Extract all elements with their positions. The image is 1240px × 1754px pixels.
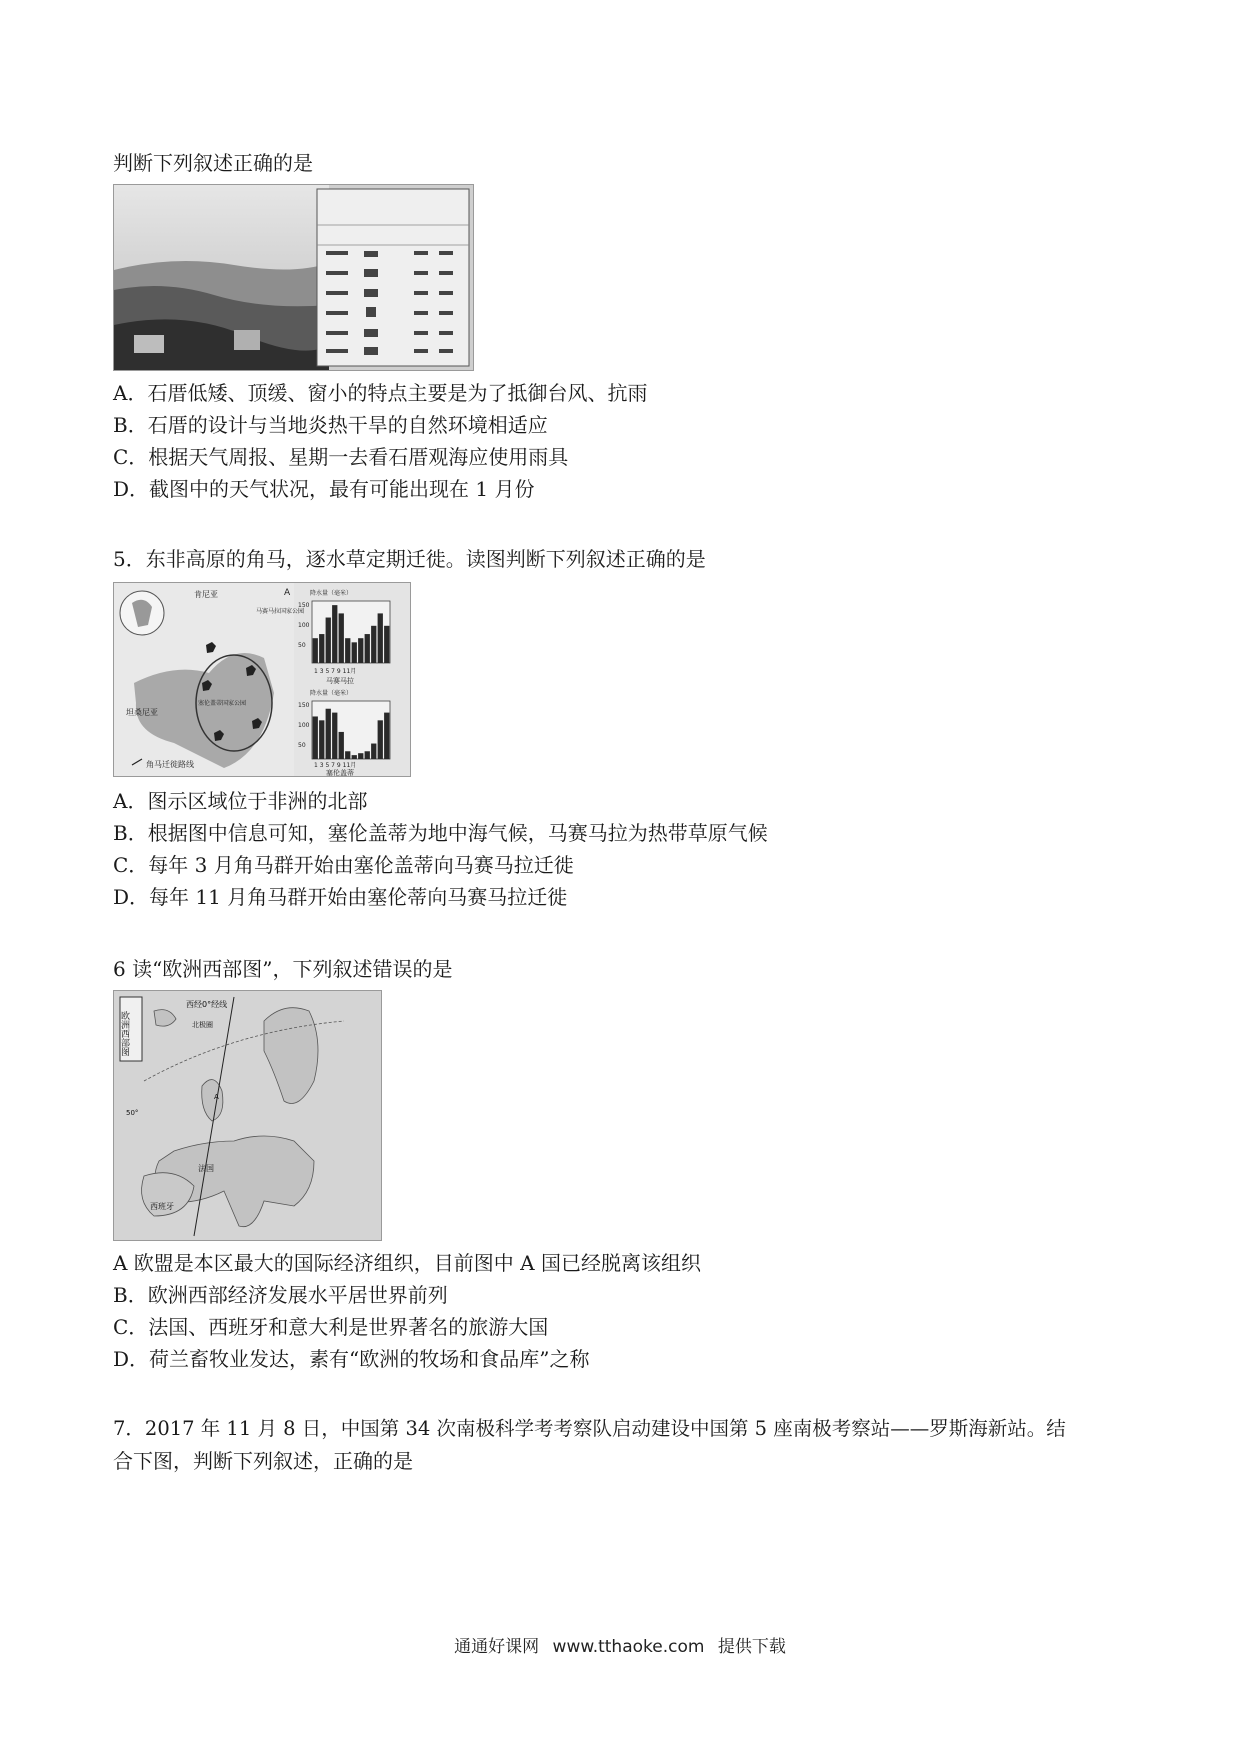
precip-bar-serengeti-11 [378,720,383,759]
q7-stem-line2: 合下图，判断下列叙述，正确的是 [113,1449,413,1473]
q6-label-meridian: 西经0°经线 [186,1000,228,1009]
q6-europe-map-figure [113,990,382,1241]
precip-bar-masai-4 [332,605,337,663]
q5-legend-label: 角马迁徙路线 [146,760,194,769]
q4-photo-weather-figure [113,184,474,371]
q6-label-france: 法国 [198,1164,214,1173]
q5-stem: 5．东非高原的角马，逐水草定期迁徙。读图判断下列叙述正确的是 [113,547,706,571]
q4-option-c: C．根据天气周报、星期一去看石厝观海应使用雨具 [113,445,569,469]
footer-suffix: 提供下载 [717,1637,786,1657]
q4-option-a: A．石厝低矮、顶缓、窗小的特点主要是为了抵御台风、抗雨 [113,381,648,405]
precip-bar-masai-2 [319,634,324,663]
q5-top-ytick-100: 100 [298,622,310,629]
precip-bar-masai-5 [339,613,344,663]
q6-option-d: D．荷兰畜牧业发达，素有“欧洲的牧场和食品库”之称 [113,1347,590,1371]
precip-bar-serengeti-9 [365,751,370,759]
q5-option-c: C．每年 3 月角马群开始由塞伦盖蒂向马赛马拉迁徙 [113,853,574,877]
q5-bottom-chart-ylabel: 降水量（毫米） [310,690,353,697]
q5-top-chart-place: 马赛马拉 [326,677,354,685]
q5-top-ytick-50: 50 [298,642,306,649]
q5-label-masai-park: 马赛马拉国家公园 [256,608,305,615]
q5-bottom-ytick-50: 50 [298,742,306,749]
q5-bottom-xticks: 1 3 5 7 9 11月 [314,762,357,769]
q5-bottom-chart-place: 塞伦盖蒂 [326,769,354,776]
q5-label-corner: A [284,588,291,598]
q5-option-d: D．每年 11 月角马群开始由塞伦蒂向马赛马拉迁徙 [113,885,568,909]
precip-bar-masai-11 [378,613,383,663]
q6-option-b: B．欧洲西部经济发展水平居世界前列 [113,1283,448,1307]
precip-bar-masai-12 [384,626,389,663]
q5-label-kenya: 肯尼亚 [194,590,218,599]
q5-top-chart-ylabel: 降水量（毫米） [310,590,353,597]
precip-bar-masai-3 [326,618,331,663]
q4-stem: 判断下列叙述正确的是 [113,151,313,175]
q5-label-tanzania: 坦桑尼亚 [126,708,158,717]
q5-wildebeest-figure [113,582,411,777]
q6-label-lat50: 50° [126,1109,139,1117]
precip-bar-serengeti-3 [326,709,331,759]
q5-figure-art [114,583,410,776]
footer-url[interactable]: www.tthaoke.com [552,1637,705,1657]
precip-bar-serengeti-5 [339,732,344,759]
precip-bar-masai-8 [358,638,363,663]
q6-option-c: C．法国、西班牙和意大利是世界著名的旅游大国 [113,1315,549,1339]
q5-option-a: A．图示区域位于非洲的北部 [113,789,368,813]
precip-bar-masai-7 [352,642,357,663]
precip-bar-serengeti-4 [332,713,337,759]
q7-stem-line1: 7．2017 年 11 月 8 日，中国第 34 次南极科学考考察队启动建设中国第 5 座南极考察站——罗斯海新站。结 [113,1417,1066,1440]
precip-bar-masai-6 [345,638,350,663]
q6-option-a: A 欧盟是本区最大的国际经济组织，目前图中 A 国已经脱离该组织 [113,1251,701,1275]
q5-option-b: B．根据图中信息可知，塞伦盖蒂为地中海气候，马赛马拉为热带草原气候 [113,821,768,845]
q6-label-a-country: A [214,1093,219,1101]
q5-bottom-ytick-100: 100 [298,722,310,729]
q5-bottom-ytick-150: 150 [298,702,310,709]
q5-top-xticks: 1 3 5 7 9 11月 [314,668,357,675]
page-footer [0,1632,1240,1657]
precip-bar-serengeti-8 [358,753,363,759]
q6-label-north-polar: 北极圈 [192,1021,213,1029]
q6-map-title: 欧洲西部图 [119,1011,129,1056]
precip-bar-serengeti-1 [313,716,318,759]
precip-bar-serengeti-10 [371,744,376,759]
precip-bar-serengeti-7 [352,755,357,759]
q5-label-serengeti-park: 塞伦盖蒂国家公园 [198,700,247,707]
precip-bar-serengeti-6 [345,751,350,759]
q4-option-d: D．截图中的天气状况，最有可能出现在 1 月份 [113,477,535,501]
footer-site-name: 通通好课网 [454,1637,540,1657]
q6-stem: 6 读“欧洲西部图”，下列叙述错误的是 [113,957,453,981]
q4-option-b: B．石厝的设计与当地炎热干旱的自然环境相适应 [113,413,548,437]
q5-top-ytick-150: 150 [298,602,310,609]
precip-bar-serengeti-12 [384,713,389,759]
q6-figure-art [114,991,381,1240]
q6-label-spain: 西班牙 [150,1202,174,1211]
precip-bar-masai-9 [365,634,370,663]
precip-bar-masai-10 [371,626,376,663]
precip-bar-masai-1 [313,638,318,663]
q4-figure-art [114,185,473,370]
precip-bar-serengeti-2 [319,720,324,759]
